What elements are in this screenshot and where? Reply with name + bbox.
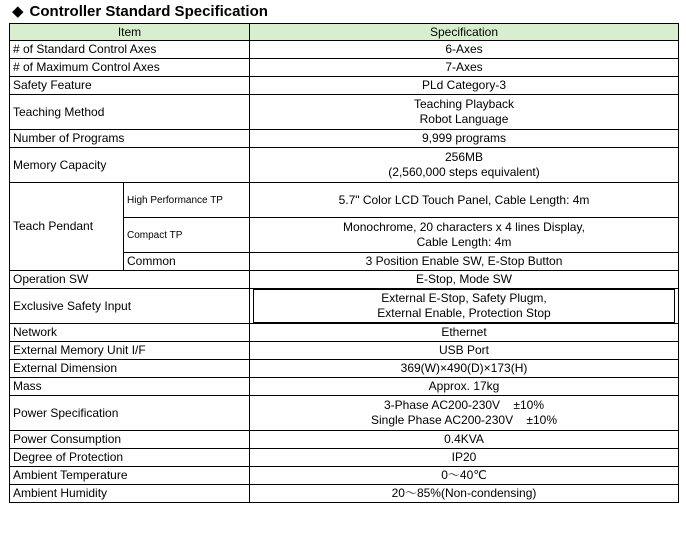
row-value: PLd Category-3 — [250, 77, 679, 95]
row-value: IP20 — [250, 449, 679, 467]
row-value — [250, 148, 679, 183]
table-row — [10, 324, 679, 342]
row-label: External Dimension — [10, 360, 250, 378]
row-value: 3 Position Enable SW, E-Stop Button — [250, 253, 679, 271]
table-row — [10, 342, 679, 360]
table-row — [10, 431, 679, 449]
table-row — [10, 360, 679, 378]
table-row — [10, 148, 679, 183]
row-label: Operation SW — [10, 271, 250, 289]
row-value — [250, 289, 679, 324]
table-row — [10, 485, 679, 503]
table-row — [10, 183, 679, 218]
row-label: # of Standard Control Axes — [10, 41, 250, 59]
table-row — [10, 396, 679, 431]
row-label: Degree of Protection — [10, 449, 250, 467]
page-title — [12, 2, 268, 22]
table-row — [10, 59, 679, 77]
selected-cell-outline — [253, 289, 675, 323]
row-label: Number of Programs — [10, 130, 250, 148]
diamond-bullet-icon: ◆ — [12, 3, 24, 20]
header-spec: Specification — [250, 24, 679, 41]
table-row — [10, 130, 679, 148]
table-row — [10, 271, 679, 289]
value-line: Cable Length: 4m — [416, 235, 512, 249]
title-text: Controller Standard Specification — [29, 3, 268, 20]
value-line: Robot Language — [419, 112, 509, 126]
header-item: Item — [10, 24, 250, 41]
row-value: 7-Axes — [250, 59, 679, 77]
sub-label: Compact TP — [124, 218, 250, 253]
row-label: Network — [10, 324, 250, 342]
sub-label: High Performance TP — [124, 183, 250, 218]
row-value: 369(W)×490(D)×173(H) — [250, 360, 679, 378]
row-label: Exclusive Safety Input — [10, 289, 250, 324]
row-value — [250, 95, 679, 130]
table-row — [10, 95, 679, 130]
row-label: Ambient Temperature — [10, 467, 250, 485]
table-row — [10, 467, 679, 485]
value-line: Teaching Playback — [413, 97, 515, 111]
row-label: Teach Pendant — [10, 183, 124, 271]
table-row — [10, 41, 679, 59]
row-label: Memory Capacity — [10, 148, 250, 183]
row-label: Teaching Method — [10, 95, 250, 130]
row-label: Safety Feature — [10, 77, 250, 95]
row-value: 6-Axes — [250, 41, 679, 59]
row-value: 5.7" Color LCD Touch Panel, Cable Length: 4m — [250, 183, 679, 218]
row-label: Ambient Humidity — [10, 485, 250, 503]
value-line: Single Phase AC200-230V ±10% — [370, 413, 558, 427]
table-row — [10, 77, 679, 95]
row-value: 9,999 programs — [250, 130, 679, 148]
row-label: External Memory Unit I/F — [10, 342, 250, 360]
row-label: Mass — [10, 378, 250, 396]
spec-table — [9, 23, 679, 503]
row-value: 0.4KVA — [250, 431, 679, 449]
row-value: Approx. 17kg — [250, 378, 679, 396]
row-value — [250, 218, 679, 253]
value-line: 256MB — [444, 150, 484, 164]
value-line: (2,560,000 steps equivalent) — [388, 165, 540, 179]
value-line: External Enable, Protection Stop — [377, 306, 551, 320]
row-value: 0～40℃ — [250, 467, 679, 485]
value-line: 3-Phase AC200-230V ±10% — [383, 398, 545, 412]
row-value — [250, 396, 679, 431]
row-label: Power Consumption — [10, 431, 250, 449]
row-value: Ethernet — [250, 324, 679, 342]
row-label: Power Specification — [10, 396, 250, 431]
row-value: USB Port — [250, 342, 679, 360]
header-row — [10, 24, 679, 41]
row-label: # of Maximum Control Axes — [10, 59, 250, 77]
row-value: 20～85%(Non-condensing) — [250, 485, 679, 503]
table-row — [10, 378, 679, 396]
value-line: External E-Stop, Safety Plugm, — [381, 291, 547, 305]
table-row — [10, 289, 679, 324]
table-row — [10, 449, 679, 467]
sub-label: Common — [124, 253, 250, 271]
value-line: Monochrome, 20 characters x 4 lines Display, — [343, 220, 585, 234]
row-value: E-Stop, Mode SW — [250, 271, 679, 289]
